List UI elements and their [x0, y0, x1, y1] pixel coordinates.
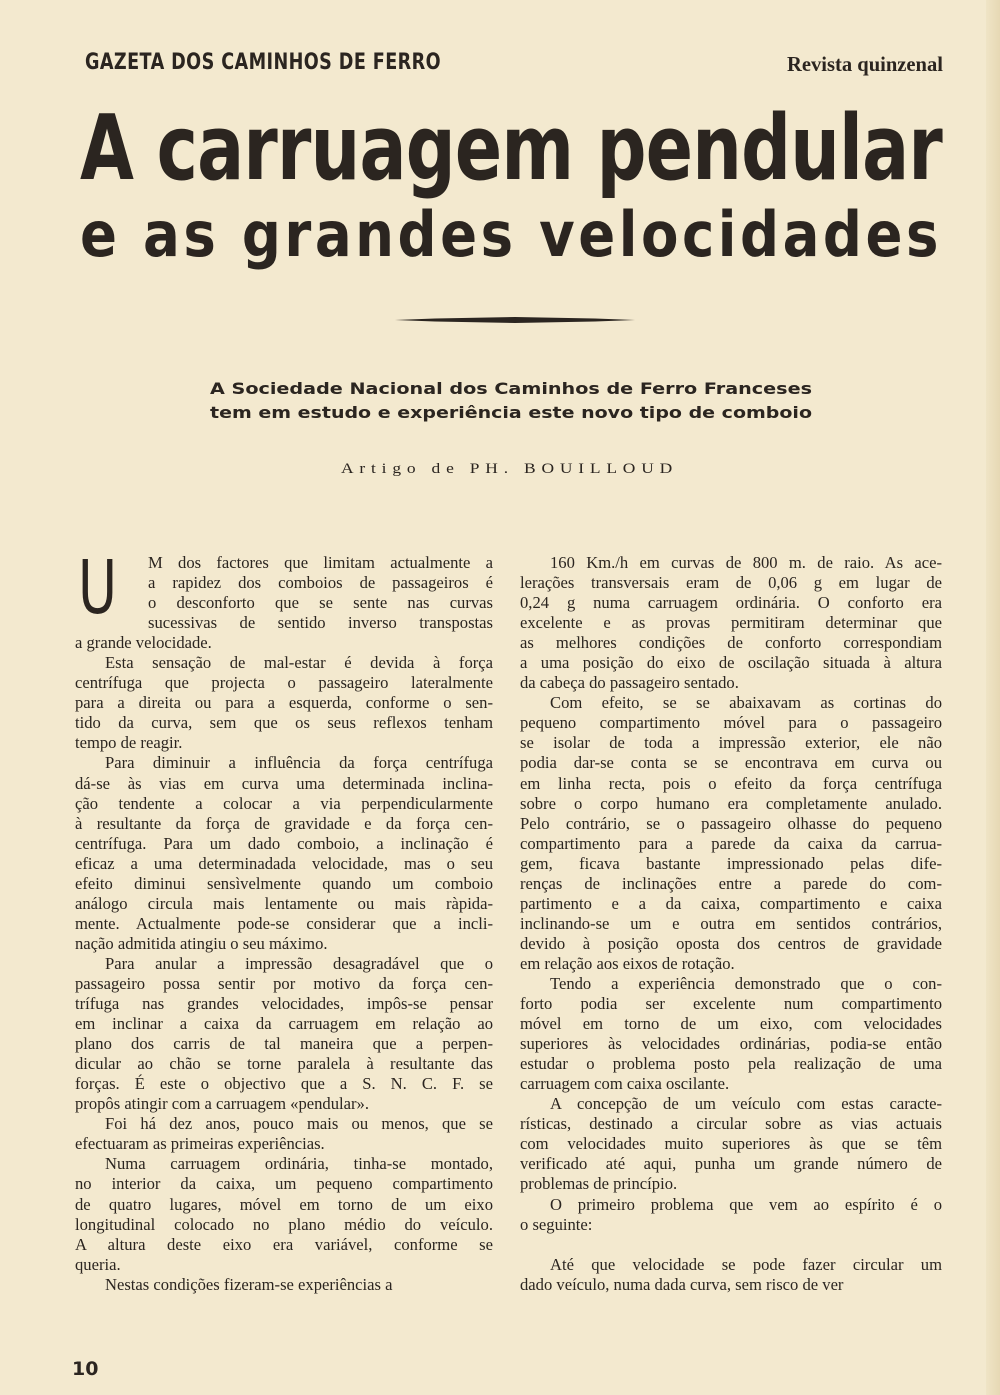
text-line: mente. Actualmente pode-se considerar que a incli- — [75, 913, 493, 933]
text-line: estudar o problema posto pela realização de uma — [520, 1054, 942, 1074]
text-line: forças. É este o objectivo que a S. N. C. F. se — [75, 1074, 493, 1094]
text-line: efeito diminui sensìvelmente quando um comboio — [75, 873, 493, 893]
text-line: centrífuga. Para um dado comboio, a inclinação é — [75, 833, 493, 853]
text-line: Numa carruagem ordinária, tinha-se montado, — [105, 1154, 493, 1174]
paragraph — [75, 653, 493, 753]
byline-text: Artigo de PH. BOUILLOUD — [341, 461, 678, 477]
paragraph — [520, 1235, 942, 1255]
subtitle-line2-text: tem em estudo e experiência este novo tipo de comboio — [210, 403, 812, 422]
subtitle-line2 — [210, 403, 812, 422]
text-line: A altura deste eixo era variável, conforme se — [75, 1234, 493, 1254]
text-line: gem, ficava bastante impressionado pelas dife- — [520, 853, 942, 873]
text-line: partimento e a da caixa, compartimento e caixa — [520, 893, 942, 913]
text-line: pequeno compartimento móvel para o passageiro — [520, 713, 942, 733]
text-line: queria. — [75, 1254, 121, 1274]
text-line: Nestas condições fizeram-se experiências a — [105, 1274, 393, 1294]
paragraph — [520, 1255, 942, 1295]
text-line: Até que velocidade se pode fazer circular um — [550, 1254, 942, 1274]
title-line2-text: e as grandes velocidades — [80, 198, 942, 271]
text-line: efectuaram as primeiras experiências. — [75, 1134, 325, 1154]
paragraph — [520, 553, 942, 693]
text-line: para a direita ou para a esquerda, conforme o sen- — [75, 693, 493, 713]
text-line: renças de inclinações entre a parede do com- — [520, 873, 942, 893]
left-column — [75, 545, 493, 1295]
text-line: plano dos carris de tal maneira que a perpen- — [75, 1034, 493, 1054]
text-line: a uma posição do eixo de oscilação situada à altura — [520, 653, 942, 673]
text-line: passageiro possa sentir por motivo da força cen- — [75, 973, 493, 993]
drop-cap: U — [78, 545, 118, 631]
text-line: podia dar-se conta se se encontrava em curva ou — [520, 753, 942, 773]
paragraph — [75, 753, 493, 953]
text-line: nação admitida atingiu o seu máximo. — [75, 933, 328, 953]
paragraph — [75, 1275, 493, 1295]
text-line: sobre o corpo humano era completamente anulado. — [520, 793, 942, 813]
paragraph — [520, 1195, 942, 1235]
text-line: tido da curva, sem que os seus reflexos tenham — [75, 713, 493, 733]
text-line: compartimento para a parede da caixa da carrua- — [520, 833, 942, 853]
text-line: problemas de princípio. — [520, 1174, 678, 1194]
text-line: O primeiro problema que vem ao espírito é o — [550, 1194, 942, 1214]
text-line: Para diminuir a influência da força centrífuga — [105, 753, 493, 773]
article-title-line2 — [80, 198, 1000, 271]
text-line: a rapidez dos comboios de passageiros é — [148, 573, 493, 593]
text-line: em relação aos eixos de rotação. — [520, 953, 735, 973]
title-line1-text: A carruagem pendular — [80, 96, 942, 201]
text-line: excelente e as provas permitiram determinar que — [520, 613, 942, 633]
text-line: Esta sensação de mal-estar é devida à força — [105, 653, 493, 673]
paragraph — [520, 693, 942, 974]
text-line: rísticas, destinado a circular sobre as vias actuais — [520, 1114, 942, 1134]
text-line: superiores às velocidades ordinárias, podia-se então — [520, 1034, 942, 1054]
paragraph — [75, 1154, 493, 1274]
text-line: forto podia ser excelente num compartimento — [520, 994, 942, 1014]
text-line: devido à posição oposta dos centros de gravidade — [520, 933, 942, 953]
subtitle-line1 — [210, 379, 812, 398]
text-line: a grande velocidade. — [75, 633, 212, 653]
text-line: verificado até aqui, punha um grande número de — [520, 1154, 942, 1174]
text-line: 0,24 g numa carruagem ordinária. O conforto era — [520, 593, 942, 613]
text-line: ção tendente a colocar a via perpendicularmente — [75, 793, 493, 813]
text-line: dá-se às vias em curva uma determinada inclina- — [75, 773, 493, 793]
text-line: o desconforto que se sente nas curvas — [148, 593, 493, 613]
text-line: sucessivas de sentido inverso transpostas — [148, 613, 493, 633]
publication-name-text: GAZETA DOS CAMINHOS DE FERRO — [85, 50, 441, 75]
subtitle-line1-text: A Sociedade Nacional dos Caminhos de Ferro Franceses — [210, 379, 812, 398]
text-line: dicular ao chão se torne paralela à resultante das — [75, 1054, 493, 1074]
text-line: centrífuga que projecta o passageiro lateralmente — [75, 673, 493, 693]
publication-name — [85, 50, 529, 75]
decorative-rule — [395, 317, 635, 323]
text-line: no interior da caixa, um pequeno compartimento — [75, 1174, 493, 1194]
text-line: móvel em torno de um eixo, com velocidades — [520, 1014, 942, 1034]
paragraph — [520, 974, 942, 1094]
publication-frequency — [787, 52, 946, 77]
paragraph — [75, 545, 493, 653]
byline — [341, 461, 678, 478]
text-line: da cabeça do passageiro sentado. — [520, 673, 739, 693]
page-number: 10 — [72, 1358, 99, 1380]
blank-line — [520, 1235, 942, 1255]
text-line: se isolar de toda a impressão exterior, ele não — [520, 733, 942, 753]
text-line: M dos factores que limitam actualmente a — [148, 553, 493, 572]
paragraph — [75, 954, 493, 1114]
text-line: com velocidades muito superiores às que se têm — [520, 1134, 942, 1154]
text-line: trífuga nas grandes velocidades, impôs-se pensar — [75, 994, 493, 1014]
text-line: inclinando-se um e outra em sentidos contrários, — [520, 913, 942, 933]
text-line: tempo de reagir. — [75, 733, 183, 753]
text-line: 160 Km./h em curvas de 800 m. de raio. As ace- — [550, 553, 942, 572]
text-line: análogo circula mais lentamente ou mais ràpida- — [75, 893, 493, 913]
article-title-line1 — [80, 96, 1000, 201]
text-line: lerações transversais eram de 0,06 g em lugar de — [520, 573, 942, 593]
right-column — [520, 553, 942, 1295]
text-line: de quatro lugares, móvel em torno de um eixo — [75, 1194, 493, 1214]
text-line: Pelo contrário, se o passageiro olhasse do pequeno — [520, 813, 942, 833]
text-line: Foi há dez anos, pouco mais ou menos, que se — [105, 1114, 493, 1134]
text-line: propôs atingir com a carruagem «pendular». — [75, 1094, 369, 1114]
text-line: Para anular a impressão desagradável que o — [105, 953, 493, 973]
text-line: em linha recta, pois o efeito da força centrífuga — [520, 773, 942, 793]
publication-frequency-text: Revista quinzenal — [787, 52, 943, 76]
text-line: Com efeito, se se abaixavam as cortinas do — [550, 693, 942, 713]
text-line: eficaz a uma determinadada velocidade, mas o seu — [75, 853, 493, 873]
text-line: carruagem com caixa oscilante. — [520, 1074, 730, 1094]
text-line: longitudinal colocado no plano médio do veículo. — [75, 1214, 493, 1234]
text-line: dado veículo, numa dada curva, sem risco de ver — [520, 1274, 844, 1294]
paragraph — [520, 1094, 942, 1194]
text-line: em inclinar a caixa da carruagem em relação ao — [75, 1014, 493, 1034]
text-line: à resultante da força de gravidade e da força cen- — [75, 813, 493, 833]
paragraph — [75, 1114, 493, 1154]
text-line: o seguinte: — [520, 1214, 593, 1234]
text-line: A concepção de um veículo com estas caracte- — [550, 1094, 942, 1114]
text-line: as melhores condições de conforto correspondiam — [520, 633, 942, 653]
text-line: Tendo a experiência demonstrado que o con- — [550, 973, 942, 993]
